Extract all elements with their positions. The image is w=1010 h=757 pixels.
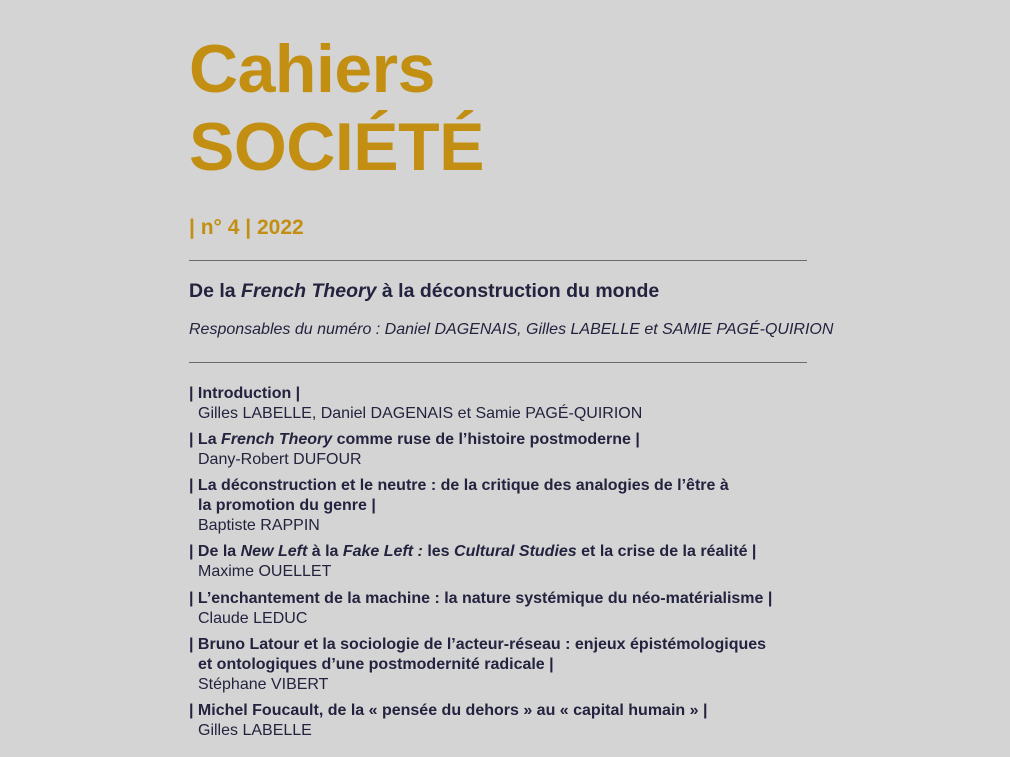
divider-top (189, 260, 807, 261)
toc-title-text: | La (189, 431, 222, 448)
toc-entry-author: Dany-Robert DUFOUR (198, 451, 362, 468)
toc-title-text: | De la (189, 543, 241, 560)
toc-entry-author: Baptiste RAPPIN (198, 517, 320, 534)
toc-entry-title[interactable]: | Introduction | (189, 385, 301, 402)
toc-entry-author: Gilles LABELLE, Daniel DAGENAIS et Samie PAGÉ-QUIRION (198, 405, 643, 422)
toc-title-text: les (422, 543, 455, 560)
issue-theme-italic: French Theory (241, 280, 377, 302)
toc-entry[interactable] (189, 542, 829, 582)
toc-entry[interactable] (189, 430, 829, 470)
toc-title-italic: New Left (240, 543, 308, 560)
toc-entry[interactable] (189, 589, 829, 629)
issue-theme-prefix: De la (189, 280, 242, 302)
issue-number: | n° 4 | 2022 (189, 216, 304, 239)
toc-title-line1: | Bruno Latour et la sociologie de l’acteur-réseau : enjeux épistémologiques (189, 636, 767, 653)
toc-entry[interactable] (189, 476, 829, 536)
toc-entry-title[interactable]: | L’enchantement de la machine : la nature systémique du néo-matérialisme | (189, 590, 773, 607)
table-of-contents (189, 384, 829, 741)
toc-title-text: à la (307, 543, 343, 560)
toc-title-italic: Fake Left : (342, 543, 423, 560)
toc-title-line2: la promotion du genre | (198, 497, 376, 514)
toc-entry-title[interactable] (189, 542, 829, 562)
toc-title-line2: et ontologiques d’une postmodernité radicale | (198, 656, 554, 673)
toc-entry-title[interactable] (189, 430, 829, 450)
toc-title-italic: Cultural Studies (454, 543, 577, 560)
toc-entry-author: Gilles LABELLE (198, 722, 312, 739)
toc-entry-title[interactable] (189, 635, 829, 675)
journal-title-line2: SOCIÉTÉ (189, 109, 484, 185)
toc-title-line1: | La déconstruction et le neutre : de la critique des analogies de l’être à (189, 477, 729, 494)
toc-entry-author: Claude LEDUC (198, 610, 308, 627)
issue-theme (189, 280, 659, 303)
toc-entry-author: Maxime OUELLET (198, 563, 332, 580)
toc-entry[interactable] (189, 701, 829, 741)
toc-entry-title[interactable] (189, 476, 829, 516)
toc-entry-author: Stéphane VIBERT (198, 676, 329, 693)
toc-entry[interactable] (189, 384, 829, 424)
issue-theme-suffix: à la déconstruction du monde (376, 280, 660, 302)
toc-entry-title[interactable]: | Michel Foucault, de la « pensée du dehors » au « capital humain » | (189, 702, 708, 719)
toc-entry[interactable] (189, 635, 829, 695)
issue-editors: Responsables du numéro : Daniel DAGENAIS, Gilles LABELLE et SAMIE PAGÉ-QUIRION (189, 321, 834, 338)
toc-title-text: comme ruse de l’histoire postmoderne | (332, 431, 640, 448)
divider-bottom (189, 362, 807, 363)
toc-title-italic: French Theory (221, 431, 333, 448)
journal-title-line1: Cahiers (189, 31, 435, 107)
toc-title-text: et la crise de la réalité | (576, 543, 757, 560)
